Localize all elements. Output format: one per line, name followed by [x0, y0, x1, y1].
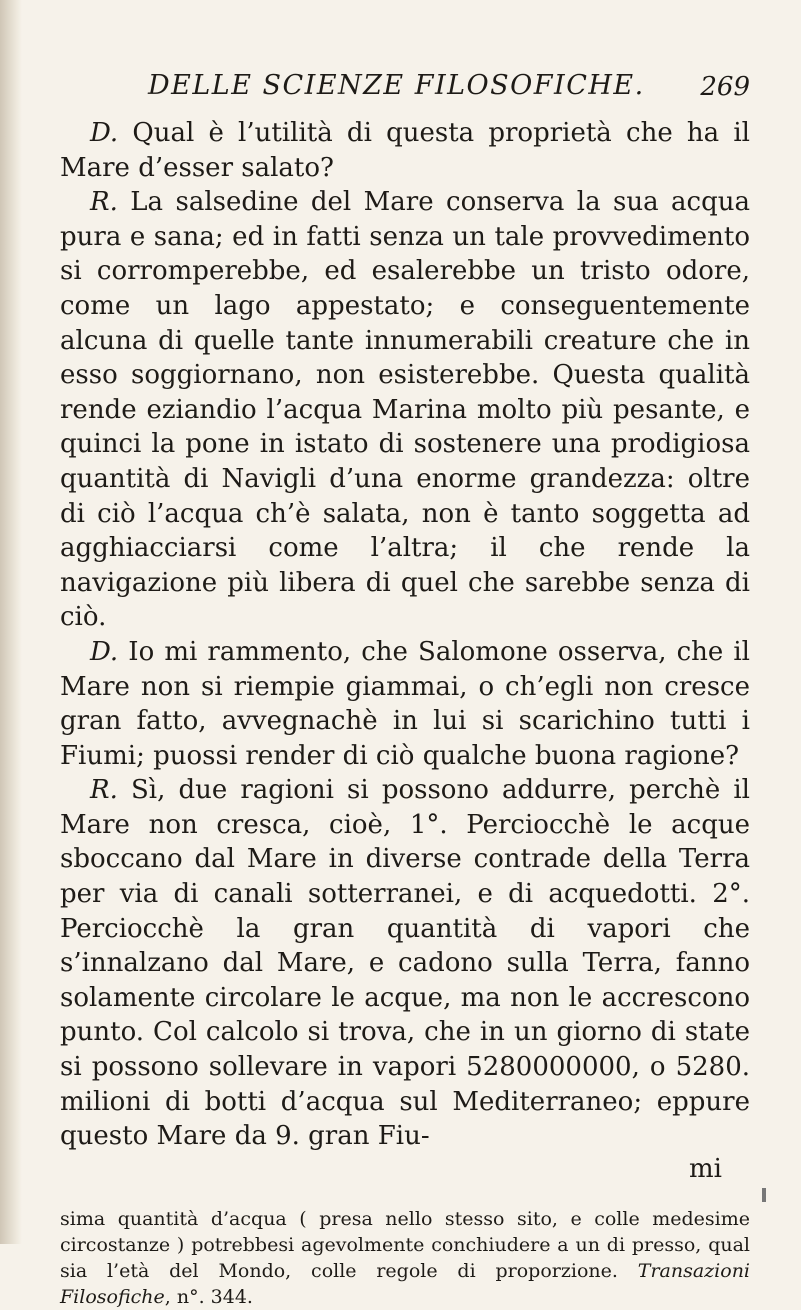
- running-head: [60, 70, 750, 110]
- catchword: mi: [689, 1153, 722, 1184]
- footnote-text: sima quantità d’acqua ( presa nello stesso sito, e colle medesime circostanze ) potrebbesi agevolmente conchiudere a un di presso, qual sia l’età del Mondo, colle regole di proporzione.: [60, 1207, 750, 1282]
- body-text: [60, 116, 750, 1184]
- paragraph-text: La salsedine del Mare conserva la sua acqua pura e sana; ed in fatti senza un tale provvedimento si corromperebbe, ed esalerebbe un tristo odore, come un lago appestato; e conseguentemente alcuna di quelle tante innumerabili creature che in esso soggiornano, non esisterebbe. Questa qualità rende eziandio l’acqua Marina molto più pesante, e quinci la pone in istato di sostenere una prodigiosa quantità di Navigli d’una enorme grandezza: oltre di ciò l’acqua ch’è salata, non è tanto soggetta ad agghiacciarsi come l’altra; il che rende la navigazione più libera di quel che sarebbe senza di ciò.: [60, 187, 750, 633]
- running-head-title: DELLE SCIENZE FILOSOFICHE.: [148, 70, 645, 101]
- speaker-label: D.: [90, 118, 119, 148]
- paper-mark: [762, 1188, 766, 1202]
- footnote-number: , n°. 344.: [164, 1285, 253, 1308]
- paragraph-question-2: [60, 635, 750, 773]
- speaker-label: R.: [90, 775, 118, 806]
- footnote: [60, 1206, 750, 1310]
- page-number: 269: [700, 72, 750, 102]
- paragraph-answer-1: [60, 185, 750, 635]
- footnote-reference: Transazioni Filosofiche: [60, 1259, 751, 1308]
- speaker-label: D.: [90, 636, 119, 667]
- paragraph-answer-2: [60, 773, 750, 1154]
- book-page: [60, 70, 750, 1310]
- speaker-label: R.: [90, 187, 118, 218]
- paragraph-text: Io mi rammento, che Salomone osserva, che il Mare non si riempie giammai, o ch’egli non cresce gran fatto, avvegnachè in lui si scarichino tutti i Fiumi; puossi render di ciò qualche buona ragione?: [60, 636, 750, 771]
- paragraph-question-1: [60, 116, 750, 185]
- book-gutter-shadow: [0, 0, 22, 1244]
- paragraph-text: Sì, due ragioni si possono addurre, perchè il Mare non cresca, cioè, 1°. Perciocchè le acque sboccano dal Mare in diverse contrade della Terra per via di canali sotterranei, e di acquedotti. 2°. Perciocchè la gran quantità di vapori che s’innalzano dal Mare, e cadono sulla Terra, fanno solamente circolare le acque, ma non le accrescono punto. Col calcolo si trova, che in un giorno di state si possono sollevare in vapori 5280000000, o 5280. milioni di botti d’acqua sul Mediterraneo; eppure questo Mare da 9. gran Fiu-: [60, 775, 750, 1152]
- paragraph-text: Qual è l’utilità di questa proprietà che ha il Mare d’esser salato?: [60, 118, 750, 183]
